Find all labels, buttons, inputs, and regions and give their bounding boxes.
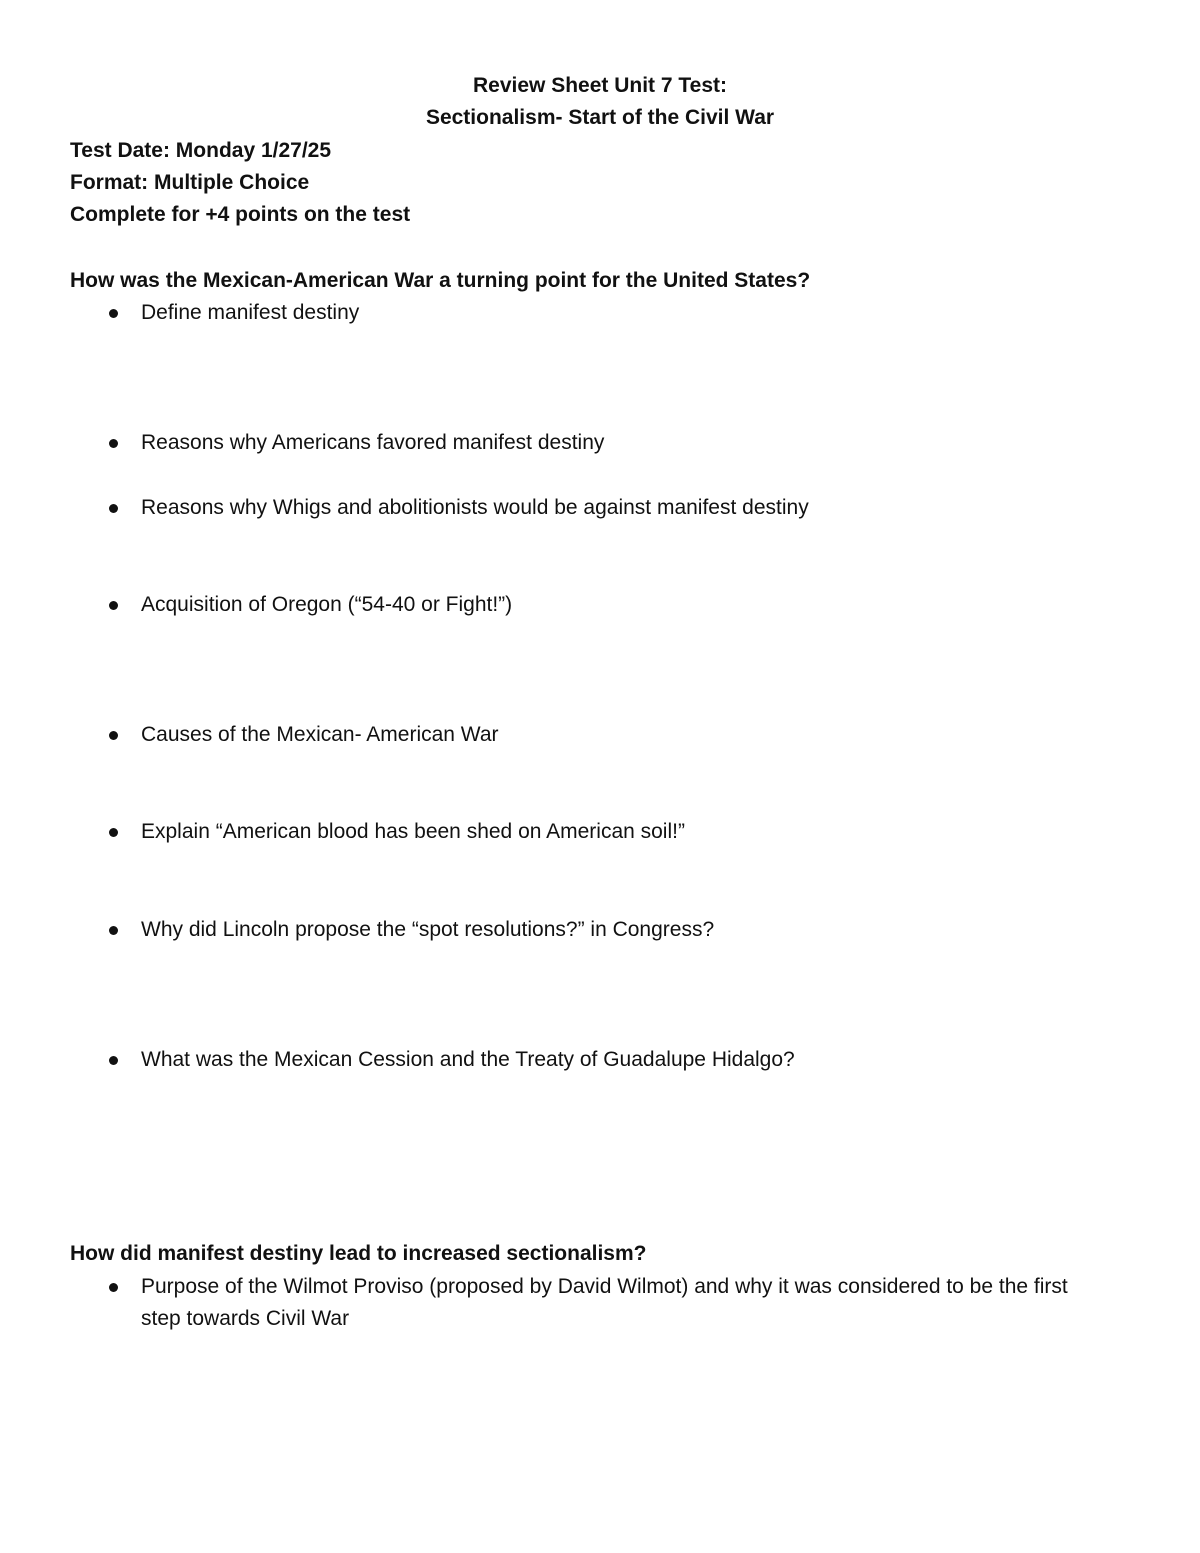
list-item (109, 1044, 1109, 1076)
test-date: Test Date: Monday 1/27/25 (70, 139, 332, 162)
bullet-icon (109, 1283, 118, 1292)
list-item-text: Purpose of the Wilmot Proviso (proposed by David Wilmot) and why it was considered to be the first step towards Civil War (141, 1275, 1068, 1330)
bullet-icon (109, 309, 118, 318)
list-item-text: Explain “American blood has been shed on American soil!” (141, 820, 685, 843)
list-item-text: Acquisition of Oregon (“54-40 or Fight!”) (141, 593, 513, 616)
list-item-text: Reasons why Americans favored manifest destiny (141, 431, 605, 454)
list-item-text: Reasons why Whigs and abolitionists would be against manifest destiny (141, 496, 809, 519)
section-question-1: How was the Mexican-American War a turning point for the United States? (70, 269, 811, 292)
list-item-text: What was the Mexican Cession and the Treaty of Guadalupe Hidalgo? (141, 1048, 795, 1071)
list-item (109, 719, 1109, 751)
list-item-text: Why did Lincoln propose the “spot resolutions?” in Congress? (141, 918, 715, 941)
bullet-icon (109, 504, 118, 513)
list-item-text: Causes of the Mexican- American War (141, 723, 499, 746)
list-item (109, 589, 1109, 621)
page-subtitle: Sectionalism- Start of the Civil War (425, 106, 775, 129)
list-item (109, 427, 1109, 459)
section-question-2: How did manifest destiny lead to increased sectionalism? (70, 1242, 647, 1265)
extra-credit-note: Complete for +4 points on the test (70, 203, 411, 226)
list-item (109, 816, 1109, 848)
list-item (109, 914, 1109, 946)
list-item (109, 492, 1109, 524)
list-item (109, 297, 1109, 329)
list-item (109, 1271, 1109, 1335)
bullet-icon (109, 439, 118, 448)
bullet-icon (109, 926, 118, 935)
bullet-icon (109, 1056, 118, 1065)
bullet-icon (109, 601, 118, 610)
list-item-text: Define manifest destiny (141, 301, 360, 324)
bullet-icon (109, 828, 118, 837)
page-title: Review Sheet Unit 7 Test: (472, 74, 727, 97)
test-format: Format: Multiple Choice (70, 171, 310, 194)
bullet-icon (109, 731, 118, 740)
